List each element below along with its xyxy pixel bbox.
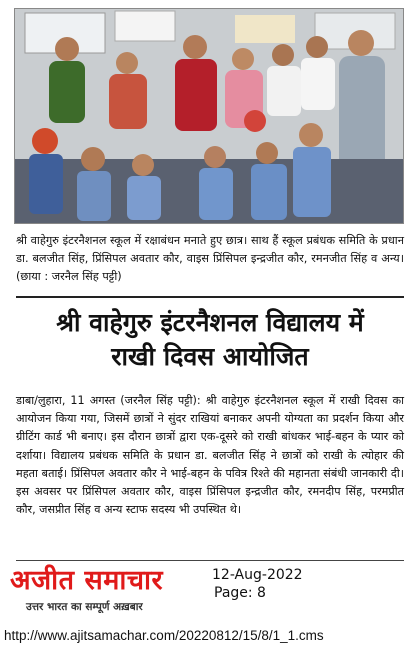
page-number: Page: 8 — [214, 585, 266, 601]
source-url[interactable]: http://www.ajitsamachar.com/20220812/15/8/1_1.cms — [4, 628, 324, 643]
newspaper-tagline: उत्तर भारत का सम्पूर्ण अख़बार — [26, 601, 143, 613]
headline-line-1: श्री वाहेगुरु इंटरनैशनल विद्यालय में — [56, 308, 364, 337]
divider — [16, 296, 404, 298]
news-photo — [14, 8, 404, 224]
newspaper-logo: अजीत समाचार — [10, 565, 164, 596]
headline-line-2: राखी दिवस आयोजित — [111, 342, 309, 371]
publication-date: 12-Aug-2022 — [212, 567, 303, 583]
article-body: डाबा/लुहारा, 11 अगस्त (जरनैल सिंह पट्टी): श्री वाहेगुरु इंटरनैशनल स्कूल में राखी दिवस का आयोजन किया गया, जिसमें छात्रों ने सुंदर राखियां बनाकर अपनी योग्यता का प्रदर्शन किया और ग्रीटिंग कार्ड भी बनाए। इस दौरान छात्रों द्वारा एक-दूसरे को राखी बांधकर भाई-बहन के प्यार को दर्शाया। विद्यालय प्रबंधक समिति के प्रधान डा. बलजीत सिंह ने छात्रों को राखी के त्योहार की महता बताई। प्रिंसिपल अवतार कौर ने भाई-बहन के पवित्र रिश्ते की महानता संबंधी जानकारी दी। इस अवसर पर प्रिंसिपल अवतार कौर, वाइस प्रिंसिपल इन्द्रजीत कौर, रमनदीप सिंह, परमप्रीत कौर, जसप्रीत सिंह व अन्य स्टाफ सदस्य भी उपस्थित थे। — [16, 394, 404, 517]
headline — [16, 306, 404, 374]
footer-divider — [16, 560, 404, 561]
group-photo-illustration — [15, 9, 403, 223]
photo-caption: श्री वाहेगुरु इंटरनैशनल स्कूल में रक्षाबंधन मनाते हुए छात्र। साथ हैं स्कूल प्रबंधक समिति के प्रधान डा. बलजीत सिंह, प्रिंसिपल अवतार कौर, वाइस प्रिंसिपल इन्द्रजीत कौर, रमनजीत सिंह व अन्य। (छाया : जरनैल सिंह पट्टी) — [16, 234, 404, 283]
